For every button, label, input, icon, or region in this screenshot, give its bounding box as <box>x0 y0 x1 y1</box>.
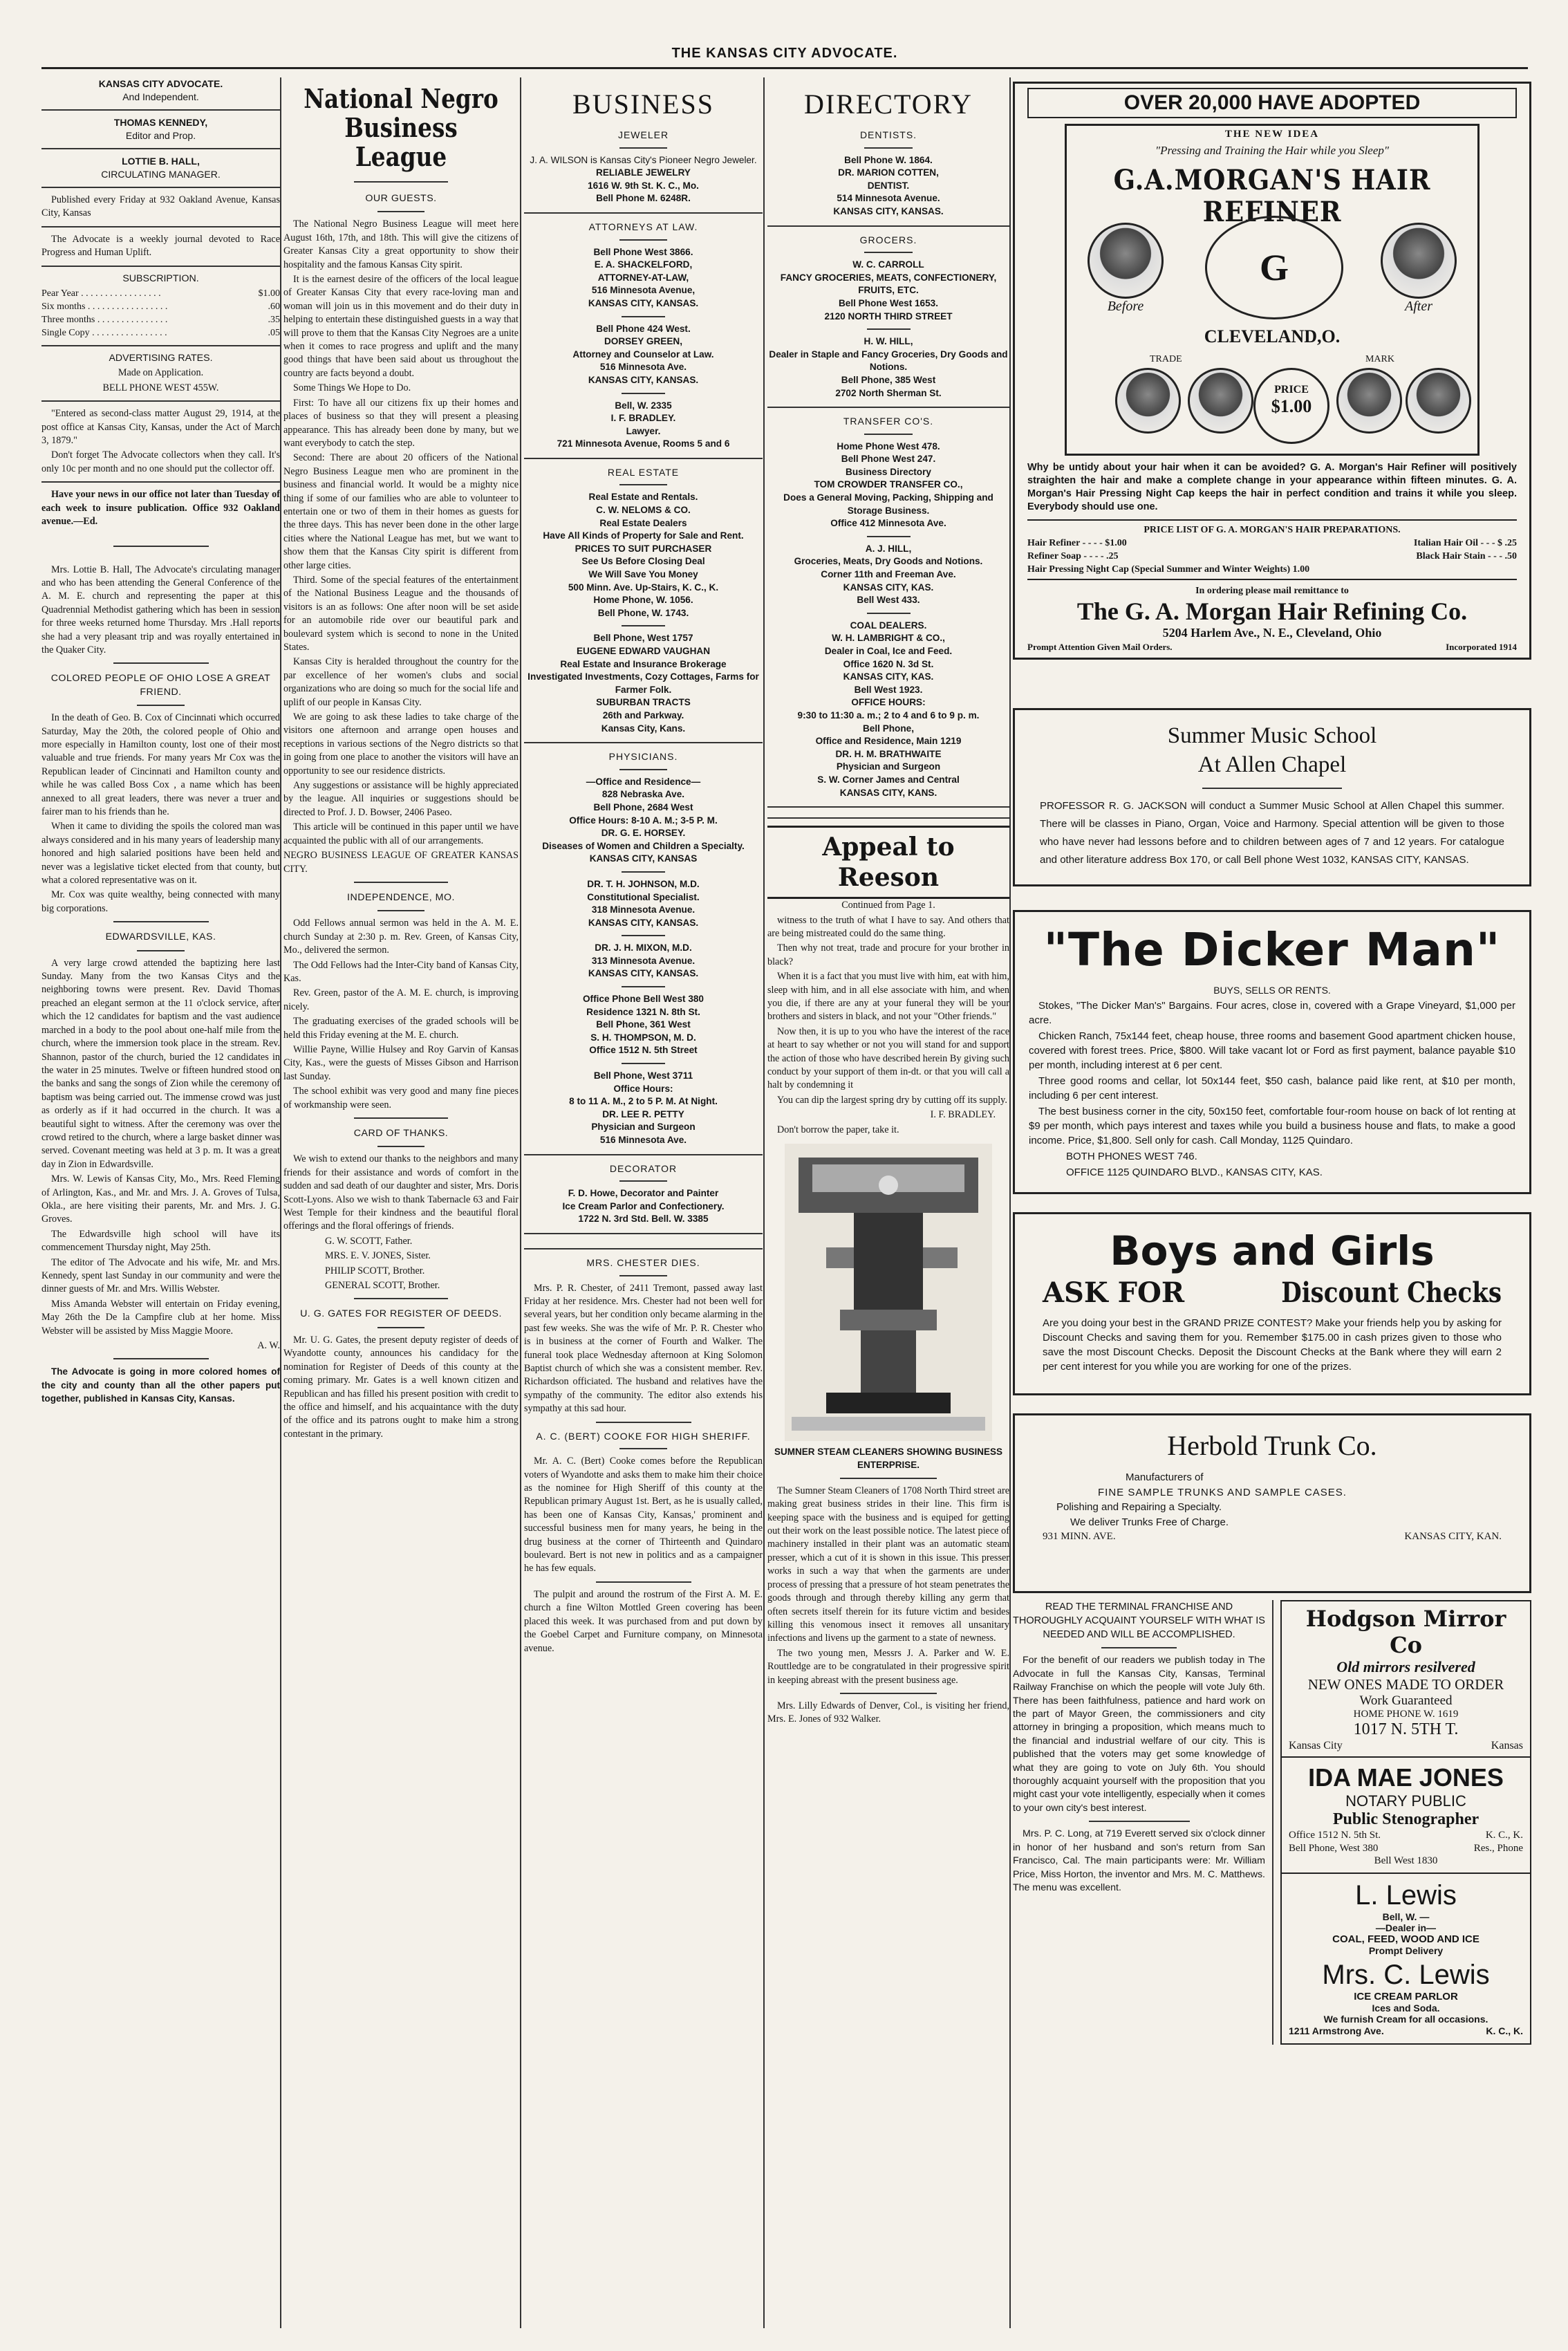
directory-entry-line: DORSEY GREEN, <box>604 336 683 347</box>
hodgson-state: Kansas <box>1491 1740 1523 1752</box>
directory-entry-line: Does a General Moving, Packing, Shipping and Storage Business. <box>783 492 993 516</box>
seal-slogan: "Pressing and Training the Hair while you Sleep" <box>1155 144 1390 157</box>
collector-notice: Don't forget The Advocate collectors when they call. It's only 10c per month and no one should put the collector off. <box>41 449 280 474</box>
small-ads <box>1280 1600 1531 2045</box>
mrs-lewis-line: Ices and Soda. <box>1372 2002 1440 2014</box>
directory-entry-line: KANSAS CITY, KANSAS. <box>588 297 699 308</box>
advertising-heading: ADVERTISING RATES. <box>109 353 213 364</box>
directory-entry-line: Lawyer. <box>626 425 661 436</box>
ohio-heading: COLORED PEOPLE OF OHIO LOSE A GREAT FRIEND. <box>50 673 271 698</box>
directory-section-heading: REAL ESTATE <box>607 466 680 478</box>
directory-entry-line: DR. MARION COTTEN, <box>838 167 939 178</box>
directory-entry-line: SUBURBAN TRACTS <box>596 697 691 708</box>
edwardsville-signature: A. W. <box>257 1340 280 1352</box>
directory-entry-line: Office Phone Bell West 380 <box>582 994 704 1005</box>
guests-paragraph: Kansas City is heralded throughout the country for the par excellence of her women's clubs and social organizations who are doing so much for the social life and uplift of our people in Kansas City. <box>283 656 519 708</box>
terminal-franchise-article <box>1013 1600 1265 2045</box>
directory-entry-line: S. W. Corner James and Central <box>817 774 960 785</box>
summer-music-ad <box>1013 708 1531 886</box>
directory-entry-line: S. H. THOMPSON, M. D. <box>590 1032 696 1043</box>
edwardsville-heading: EDWARDSVILLE, KAS. <box>105 931 216 943</box>
directory-sections <box>767 129 1009 808</box>
directory-entry-line: KANSAS CITY, KAS. <box>843 582 934 593</box>
directory-entry-line: Diseases of Women and Children a Specialty. <box>542 840 745 851</box>
directory-entry-line: KANSAS CITY, KANSAS. <box>833 205 944 216</box>
guests-paragraph: Some Things We Hope to Do. <box>293 382 411 394</box>
directory-entry-line: Office and Residence, Main 1219 <box>815 736 962 747</box>
mrs-lewis-line: We furnish Cream for all occasions. <box>1323 2014 1488 2025</box>
ida-line: NOTARY PUBLIC <box>1345 1792 1466 1810</box>
independence-paragraph: Odd Fellows annual sermon was held in the A. M. E. church Sunday at 2:30 p. m. Rev. Green, of Kansas City, Mo., delivered the sermon. <box>283 918 519 956</box>
hair-refiner-seal <box>1065 124 1480 456</box>
herbold-city: KANSAS CITY, KAN. <box>1404 1531 1502 1543</box>
masthead: THE KANSAS CITY ADVOCATE. <box>41 46 1528 69</box>
directory-entry-line: Office 412 Minnesota Ave. <box>830 518 946 529</box>
independence-paragraph: The graduating exercises of the graded schools will be held this Friday evening at the M. E. church. <box>283 1016 519 1041</box>
directory-entry-line: 8 to 11 A. M., 2 to 5 P. M. At Night. <box>569 1096 718 1107</box>
directory-entry-line: 516 Minnesota Ave. <box>599 362 687 373</box>
lewis-line: COAL, FEED, WOOD AND ICE <box>1332 1933 1480 1946</box>
directory-entry-line: DR. G. E. HORSEY. <box>601 828 686 839</box>
card-signature: G. W. SCOTT, Father. <box>325 1235 413 1247</box>
ida-office-city: K. C., K. <box>1485 1830 1523 1841</box>
league-title: National Negro <box>304 83 498 114</box>
ohio-paragraph: When it came to dividing the spoils the colored man was always considered and in his many years of leadership many honored and high salaried positions have been held and never was a legislative ticket elected from that county, but what a colored representative was on it. <box>41 821 280 886</box>
directory-section-heading: DECORATOR <box>609 1162 678 1174</box>
directory-entry-line: W. C. CARROLL <box>852 259 924 270</box>
edwardsville-paragraph: The Edwardsville high school will have its commencement Thursday night, May 25th. <box>41 1228 280 1254</box>
paper-name: KANSAS CITY ADVOCATE. <box>98 78 223 89</box>
steam-presser-photo <box>785 1144 992 1441</box>
seal-top: THE NEW IDEA <box>1224 129 1320 140</box>
appeal-paragraph: You can dip the largest spring dry by cutting off its supply. <box>777 1094 1007 1106</box>
appeal-paragraph: Now then, it is up to you who have the interest of the race at heart to say whether or not you will stand for and support the action of those who have described herein By giving such conduct by your support of them in-dt. or that you will call a halt by condemning it <box>767 1025 1009 1091</box>
directory-entry-line: Bell West 1923. <box>854 684 923 695</box>
appeal-paragraph: Then why not treat, trade and procure for your brother in black? <box>767 942 1009 967</box>
directory-entry-line: 1616 W. 9th St. K. C., Mo. <box>588 180 699 191</box>
guests-paragraph: The National Negro Business League will meet here August 16th, 17th, and 18th. This will give the citizens of Greater Kansas City a great opportunity to show their hospitality and the famous Kansas City spirit. <box>283 219 519 270</box>
independence-paragraph: The Odd Fellows had the Inter-City band of Kansas City, Kas. <box>283 959 519 984</box>
ida-line: Bell West 1830 <box>1374 1855 1438 1867</box>
ida-office: Office 1512 N. 5th St. <box>1289 1830 1381 1841</box>
directory-entry-line: Constitutional Specialist. <box>587 891 700 902</box>
lewis-line: —Dealer in— <box>1375 1922 1437 1934</box>
directory-entry-line: See Us Before Closing Deal <box>581 556 705 567</box>
directory-entry-line: I. F. BRADLEY. <box>610 413 676 424</box>
ida-res-phone: Res., Phone <box>1473 1843 1523 1855</box>
directory-title-left: BUSINESS <box>572 89 714 120</box>
directory-entry-line: Corner 11th and Freeman Ave. <box>821 569 956 580</box>
directory-section-heading: TRANSFER CO'S. <box>843 416 934 427</box>
hodgson-line: 1017 N. 5TH T. <box>1353 1720 1459 1739</box>
seal-mark: MARK <box>1365 354 1394 364</box>
directory-entry-line: Home Phone, W. 1056. <box>593 595 693 606</box>
directory-entry-line: DR. T. H. JOHNSON, M.D. <box>587 878 700 889</box>
directory-entry-line: KANSAS CITY, KANSAS <box>589 853 698 864</box>
ida-title: IDA MAE JONES <box>1308 1763 1504 1792</box>
appeal-paragraph: When it is a fact that you must live with him, eat with him, sleep with him, and in all else associate with him, and when you die, if there are any at your funeral they will be your brothers and sisters in black, and not your "Other friends." <box>767 971 1009 1023</box>
directory-entry-line: Bell Phone, West 3711 <box>593 1070 693 1081</box>
hodgson-line: NEW ONES MADE TO ORDER <box>1307 1676 1504 1693</box>
directory-entry-line: 1722 N. 3rd Std. Bell. W. 3385 <box>578 1214 709 1225</box>
ida-line: Public Stenographer <box>1332 1810 1480 1829</box>
directory-entry-line: A. J. HILL, <box>865 543 912 554</box>
card-signature: MRS. E. V. JONES, Sister. <box>325 1250 431 1262</box>
price-item: Hair Refiner - - - - $1.00 <box>1027 538 1127 548</box>
directory-entry-line: Attorney and Counselor at Law. <box>572 349 714 360</box>
directory-entry-line: Office 1512 N. 5th Street <box>589 1045 698 1056</box>
seal-before-label: Before <box>1107 299 1144 314</box>
boys-body: Are you doing your best in the GRAND PRIZE CONTEST? Make your friends help you by asking for Discount Checks and saving them for you. Remember $175.00 in cash prizes given to those who save the most Discount Checks. Deposit the Discount Checks at the Bank where they will earn 2 per cent interest for you while you are working for one of the prizes. <box>1043 1317 1502 1373</box>
directory-entry-line: KANSAS CITY, KANSAS. <box>588 374 699 385</box>
guests-paragraph: We are going to ask these ladies to take charge of the visitors one afternoon and arrange open houses and receptions in various sections of the Negro districts so that in going from one place to another the visitors will have an opportunity to see our residence districts. <box>283 712 519 777</box>
directory-entry-line: Bell Phone W. 1864. <box>844 154 933 165</box>
independence-heading: INDEPENDENCE, MO. <box>347 891 455 903</box>
subscription-heading: SUBSCRIPTION. <box>122 272 199 284</box>
directory-entry-line: J. A. WILSON is Kansas City's Pioneer Negro Jeweler. <box>530 154 757 165</box>
cooke-paragraph: Mr. A. C. (Bert) Cooke comes before the Republican voters of Wyandotte and asks them to make him their choice as the nominee for High Sheriff of this county at the Republican primary August 1st. Bert, as he is usually called, has been one of Kansas City, Kansas,' prominent and successful business men for many years, he being in the drug business at the corner of Thirteenth and Quindaro boulevard. Bert is not new in politics and as a campaigner he has few equals. <box>524 1456 763 1574</box>
directory-entry-line: 516 Minnesota Avenue, <box>591 285 696 296</box>
directory-entry-line: Office Hours: 8-10 A. M.; 3-5 P. M. <box>569 815 718 826</box>
monogram-icon: G <box>1205 216 1343 319</box>
edwards-visit: Mrs. Lilly Edwards of Denver, Col., is visiting her friend, Mrs. E. Jones of 932 Walker. <box>767 1700 1009 1725</box>
advertising-made: Made on Application. <box>118 367 204 379</box>
directory-section-heading: GROCERS. <box>859 234 917 245</box>
mrs-lewis-title: Mrs. C. Lewis <box>1322 1960 1490 1991</box>
directory-entry-line: 2702 North Sherman St. <box>835 387 942 398</box>
hodgson-line: Work Guaranteed <box>1359 1693 1453 1709</box>
directory-entry-line: DR. LEE R. PETTY <box>602 1108 684 1119</box>
price-badge <box>1253 368 1329 444</box>
directory-entry-line: Bell Phone, West 1757 <box>593 633 693 644</box>
directory-entry-line: Kansas City, Kans. <box>601 723 686 734</box>
card-signature: GENERAL SCOTT, Brother. <box>325 1280 440 1292</box>
card-of-thanks-paragraph: We wish to extend our thanks to the neighbors and many friends for their assistance and words of comfort in the sudden and sad death of our daughter and sister, Mrs. Doris Scott-Lyons. Also we wish to thank Tabernacle 63 and Fair West Temple for their kindness and the beautiful floral offerings and the floral offerings of friends. <box>283 1153 519 1232</box>
chester-paragraph: Mrs. P. R. Chester, of 2411 Tremont, passed away last Friday at her residence. Mrs. Chester had not been well for several years, but her condition only became alarming in the past few weeks. She was the wife of Mr. P. R. Chester who is in business at the corner of Fourth and Walker. The funeral took place Wednesday afternoon at King Solomon Baptist church of which she was a consistent member. Rev. Richardson officiated. The husband and relatives have the sympathy of the community. The editor also extends his sympathy at this sad hour. <box>524 1282 763 1415</box>
directory-entry-line: Dealer in Coal, Ice and Feed. <box>824 646 953 656</box>
directory-entry-line: 2120 NORTH THIRD STREET <box>824 310 953 322</box>
hodgson-line: Old mirrors resilvered <box>1336 1658 1475 1676</box>
directory-entry-line: Physician and Surgeon <box>591 1122 696 1133</box>
price-item: Italian Hair Oil - - - $ .25 <box>1413 538 1517 548</box>
sumner-paragraph: The Sumner Steam Cleaners of 1708 North Third street are making great business strides in their line. This firm is keeping space with the business and is equiped for getting out their work on the least possible notice. The latest piece of machinery installed in their plant was an automatic steam presser, which a cut of it is shown in this issue. This presser works in such a way that when the garments are under process of pressing that a pressure of hot steam penetrates the goods through and through thereby killing any germ that often secrets itself therein for its future victim and besides killing this venomous insect it removes all unsanitary infections and livens up the garment to a state of newness. <box>767 1485 1009 1644</box>
entered-notice: "Entered as second-class matter August 29, 1914, at the post office at Kansas City, Kansas, under the Act of March 3, 1879." <box>41 408 280 447</box>
column-rule <box>1009 77 1011 2328</box>
hodgson-city: Kansas City <box>1289 1740 1343 1752</box>
directory-entry-line: Business Directory <box>846 466 931 477</box>
subscription-table <box>41 287 280 340</box>
column-4 <box>767 77 1009 2332</box>
news-notice: Have your news in our office not later than Tuesday of each week to insure publication. Office 932 Oakland avenue.—Ed. <box>41 489 280 528</box>
column-2 <box>283 77 519 2332</box>
price-list-heading: PRICE LIST OF G. A. MORGAN'S HAIR PREPARATIONS. <box>1144 525 1401 535</box>
directory-entry-line: Real Estate and Insurance Brokerage <box>560 658 727 669</box>
appeal-continued: Continued from Page 1. <box>841 900 935 911</box>
directory-entry-line: 313 Minnesota Avenue. <box>591 955 696 966</box>
directory-entry-line: Bell Phone, 361 West <box>596 1019 691 1030</box>
morgan-incorporated: Incorporated 1914 <box>1446 642 1517 652</box>
directory-entry-line: KANSAS CITY, KANSAS. <box>588 968 699 979</box>
morgan-address: 5204 Harlem Ave., N. E., Cleveland, Ohio <box>1162 626 1382 640</box>
price-item: Hair Pressing Night Cap (Special Summer and Winter Weights) 1.00 <box>1027 564 1310 575</box>
herbold-line: Manufacturers of <box>1126 1471 1204 1484</box>
directory-entry-line: Dealer in Staple and Fancy Groceries, Dry Goods and Notions. <box>769 349 1008 373</box>
directory-entry-line: KANSAS CITY, KANSAS. <box>588 917 699 928</box>
column-rule <box>520 77 521 2328</box>
herbold-address: 931 MINN. AVE. <box>1043 1531 1116 1543</box>
morgan-description: Why be untidy about your hair when it can be avoided? G. A. Morgan's Hair Refiner will positively straighten the hair and make a complete change in your appearance within fifteen minutes. G. A. Morgan's Hair Pressing Night Cap keeps the hair in perfect condition and trains it while you sleep. Everybody should use one. <box>1027 462 1517 512</box>
card-signature: PHILIP SCOTT, Brother. <box>325 1265 425 1276</box>
boys-title: Boys and Girls <box>1110 1227 1435 1275</box>
directory-entry-line: Investigated Investments, Cozy Cottages, Farms for Farmer Folk. <box>528 671 759 695</box>
guests-paragraph: First: To have all our citizens fix up their homes and places of business so that they will present a pleasing appearance. This has already been done by many, but we want everybody to catch the step. <box>283 397 519 449</box>
directory-sections <box>524 129 763 1234</box>
dicker-subtitle: BUYS, SELLS OR RENTS. <box>1213 985 1331 996</box>
directory-entry-line: 500 Minn. Ave. Up-Stairs, K. C., K. <box>568 582 719 593</box>
directory-entry-line: Office 1620 N. 3d St. <box>843 658 934 669</box>
ohio-paragraph: In the death of Geo. B. Cox of Cincinnati which occurred Saturday, May the 20th, the colored people of Ohio and more especially in Hamilton county, lost one of their most valuable and true friends. For many years Mr Cox was the Republican leader of Cincinnati and Hamilton county and while he was called Boss Cox , a name which has been annexed to all great leaders, there was never a truer and fairer man to his friends than he. <box>41 712 280 817</box>
herbold-line: We deliver Trunks Free of Charge. <box>1070 1516 1229 1528</box>
directory-entry-line: DR. J. H. MIXON, M.D. <box>595 942 692 954</box>
morgan-prompt: Prompt Attention Given Mail Orders. <box>1027 642 1173 652</box>
directory-entry-line: H. W. HILL, <box>864 336 913 347</box>
dicker-title: "The Dicker Man" <box>1043 923 1501 976</box>
terminal-paragraph: For the benefit of our readers we publish today in The Advocate in full the Kansas City, Kansas, Terminal Railway Franchise on which the people will vote July 6th. There has been faithfulness, patience and hard work on the part of Mayor Green, the commissioners and city attorney in bringing a proposition, which means much to the financial and industrial welfare of our city. This is published that the voters may get some knowledge of what they are going to vote on July 6th. You should thoroughly acquaint yourself with the proposition that you might cast your vote intelligently, especially when it comes to your own city's best interest. <box>1013 1655 1265 1814</box>
boys-girls-ad <box>1013 1212 1531 1395</box>
herbold-line: FINE SAMPLE TRUNKS AND SAMPLE CASES. <box>1098 1486 1347 1498</box>
ohio-paragraph: Mr. Cox was quite wealthy, being connected with many big corporations. <box>41 889 280 914</box>
directory-entry-line: Real Estate and Rentals. <box>588 492 698 503</box>
ask-for-label: ASK FOR <box>1043 1276 1185 1310</box>
column-5-ads <box>1013 77 1531 2332</box>
morgan-company: The G. A. Morgan Hair Refining Co. <box>1076 597 1468 625</box>
appeal-heading: Appeal to Reeson <box>822 833 955 893</box>
directory-entry-line: DENTIST. <box>867 180 910 191</box>
ida-mae-jones-ad <box>1280 1758 1531 1874</box>
directory-entry-line: Residence 1321 N. 8th St. <box>586 1006 700 1017</box>
directory-entry-line: TOM CROWDER TRANSFER CO., <box>814 479 963 490</box>
subscription-row: Single Copy . . . . . . . . . . . . . . . . .05 <box>41 328 280 339</box>
guests-paragraph: Any suggestions or assistance will be highly appreciated by the league. All inquiries or suggestions should be directed to Prof. J. D. Bowser, 2406 Paseo. <box>283 780 519 818</box>
directory-entry-line: E. A. SHACKELFORD, <box>594 259 693 270</box>
directory-entry-line: PRICES TO SUIT PURCHASER <box>575 543 712 554</box>
league-title: Business League <box>344 112 458 172</box>
directory-section-heading: DENTISTS. <box>859 129 917 140</box>
circulation-notice: The Advocate is going in more colored homes of the city and county than all the other papers put together, published in Kansas City, Kansas. <box>41 1366 280 1404</box>
independence-paragraph: Willie Payne, Willie Hulsey and Roy Garvin of Kansas City, Kas., were the guests of Misses Gibson and Harrison last Sunday. <box>283 1043 519 1082</box>
directory-entry-line: 721 Minnesota Avenue, Rooms 5 and 6 <box>557 438 730 449</box>
seal-city: CLEVELAND,O. <box>1204 326 1341 346</box>
directory-section-heading: ATTORNEYS AT LAW. <box>588 221 698 232</box>
appeal-signature: I. F. BRADLEY. <box>930 1109 996 1121</box>
price-item: Black Hair Stain - - - .50 <box>1416 551 1517 561</box>
directory-entry-line: RELIABLE JEWELRY <box>596 167 691 178</box>
photo-caption: SUMNER STEAM CLEANERS SHOWING BUSINESS ENTERPRISE. <box>774 1447 1003 1471</box>
directory-entry-line: OFFICE HOURS: <box>851 697 926 708</box>
directory-entry-line: Home Phone West 478. <box>837 440 940 452</box>
directory-entry-line: Real Estate Dealers <box>599 517 687 528</box>
paper-subtitle: And Independent. <box>122 91 199 102</box>
advertising-phone: BELL PHONE WEST 455W. <box>102 382 219 393</box>
mrs-lewis-city: K. C., K. <box>1486 2025 1523 2037</box>
portrait-icon <box>1188 368 1253 434</box>
directory-entry-line: 828 Nebraska Ave. <box>601 789 685 800</box>
directory-entry-line: C. W. NELOMS & CO. <box>596 505 691 516</box>
editor-title: Editor and Prop. <box>125 130 196 141</box>
terminal-heading: READ THE TERMINAL FRANCHISE AND THOROUGHLY ACQUAINT YOURSELF WITH WHAT IS NEEDED AND WILL BE ACCOMPLISHED. <box>1013 1601 1265 1641</box>
summer-body: PROFESSOR R. G. JACKSON will conduct a Summer Music School at Allen Chapel this summer. There will be classes in Piano, Organ, Voice and Harmony. Special attention will be given to those who have never had lessons before and to children between ages of 7 and 12 years. For catalogue and other literature address Box 170, or call Bell phone West 1032, KANSAS CITY, KANSAS. <box>1040 800 1504 866</box>
directory-entry-line: DR. H. M. BRATHWAITE <box>835 748 942 759</box>
editor-name: THOMAS KENNEDY, <box>113 117 208 128</box>
morgan-hair-ad <box>1013 82 1531 660</box>
directory-entry-line: Bell Phone, <box>862 723 915 734</box>
directory-entry-line: KANSAS CITY, KAS. <box>843 671 934 682</box>
appeal-footer: Don't borrow the paper, take it. <box>777 1124 899 1135</box>
guests-heading: OUR GUESTS. <box>365 193 437 204</box>
guests-signature: NEGRO BUSINESS LEAGUE OF GREATER KANSAS CITY. <box>283 850 519 875</box>
directory-entry-line: 514 Minnesota Avenue. <box>837 193 940 204</box>
guests-paragraph: It is the earnest desire of the officers of the local league of Greater Kansas City that every race-loving man and woman will join us in this movement and do their duty in helping to entertain these distinguished guests in a way that will prove to them that the Kansas City Negroes are a unite when it comes to race progress and uplift and the many good things that have been said about us throughout the country are facts beyond a doubt. <box>283 274 519 379</box>
lewis-line: Bell, W. — <box>1382 1911 1430 1923</box>
directory-entry-line: —Office and Residence— <box>586 776 701 787</box>
independence-paragraph: The school exhibit was very good and many fine pieces of workmanship were seen. <box>283 1086 519 1111</box>
remit-notice: In ordering please mail remittance to <box>1195 586 1349 596</box>
column-rule <box>280 77 281 2328</box>
edwardsville-paragraph: Mrs. W. Lewis of Kansas City, Mo., Mrs. Reed Fleming of Arlington, Kas., and Mr. and Mrs. J. A. Groves of Tulsa, Okla., are here visiting their parents, Mr. and Mrs. J. G. Groves. <box>41 1173 280 1225</box>
herbold-trunk-ad <box>1013 1413 1531 1593</box>
column-3-directory <box>524 77 763 2332</box>
directory-entry-line: Bell Phone West 247. <box>841 454 936 465</box>
directory-section-heading: JEWELER <box>617 129 669 140</box>
hodgson-ad <box>1280 1600 1531 1758</box>
directory-entry-line: We Will Save You Money <box>588 569 698 580</box>
portrait-icon <box>1115 368 1181 434</box>
directory-entry-line: Bell West 433. <box>857 595 920 606</box>
ida-phone: Bell Phone, West 380 <box>1289 1843 1379 1855</box>
directory-entry-line: F. D. Howe, Decorator and Painter <box>568 1188 719 1199</box>
portrait-icon <box>1336 368 1402 434</box>
herbold-line: Polishing and Repairing a Specialty. <box>1056 1501 1222 1514</box>
directory-entry-line: Bell, W. 2335 <box>615 400 672 411</box>
seal-name: G.A.MORGAN'S HAIR REFINER <box>1113 164 1431 228</box>
purpose-notice: The Advocate is a weekly journal devoted to Race Progress and Human Uplift. <box>41 233 280 259</box>
hodgson-line: HOME PHONE W. 1619 <box>1353 1709 1459 1720</box>
lewis-title: L. Lewis <box>1355 1880 1457 1911</box>
directory-section-heading: PHYSICIANS. <box>608 751 678 763</box>
directory-entry-line: EUGENE EDWARD VAUGHAN <box>576 646 711 656</box>
before-portrait <box>1088 223 1164 299</box>
long-dinner-paragraph: Mrs. P. C. Long, at 719 Everett served six o'clock dinner in honor of her husband and son's return from San Francisco, Cal. The main participants were: Mr. William Price, Miss Horton, the inventor and Mrs. M. C. Matthews. The menu was excellent. <box>1013 1828 1265 1893</box>
directory-entry-line: Bell Phone 424 West. <box>596 323 691 334</box>
directory-entry-line: KANSAS CITY, KANS. <box>839 787 937 798</box>
directory-entry-line: ATTORNEY-AT-LAW, <box>597 272 689 283</box>
cooke-heading: A. C. (BERT) COOKE FOR HIGH SHERIFF. <box>536 1430 751 1442</box>
price-badge-amount: $1.00 <box>1271 396 1312 416</box>
summer-title: At Allen Chapel <box>1197 752 1347 777</box>
directory-entry-line: 318 Minnesota Avenue. <box>591 904 696 916</box>
hall-article: Mrs. Lottie B. Hall, The Advocate's circulating manager and who has been attending the General Conference of the A. M. E. church and representing the paper at this Quadrennial Methodist gathering which has been in session for three weeks returned home Thursday. Mrs .Hall reports she had a very pleasant trip and was royally entertained in the Quaker City. <box>41 564 280 656</box>
seal-after-label: After <box>1405 299 1432 314</box>
dicker-man-ad <box>1013 910 1531 1194</box>
directory-entry-line: 26th and Parkway. <box>602 709 684 721</box>
edwardsville-paragraph: Miss Amanda Webster will entertain on Friday evening, May 26th the De la Campfire club at her home. Miss Webster will be assisted by Miss Maggie Moore. <box>41 1298 280 1337</box>
dicker-paragraph: Three good rooms and cellar, lot 50x144 feet, $50 cash, balance paid like rent, at $10 per month, including 6 per cent interest. <box>1029 1075 1515 1102</box>
after-portrait <box>1381 223 1457 299</box>
directory-entry-line: Office Hours: <box>613 1083 673 1094</box>
directory-entry-line: COAL DEALERS. <box>850 620 927 631</box>
directory-entry-line: Bell Phone, W. 1743. <box>597 607 689 618</box>
manager-title: CIRCULATING MANAGER. <box>101 169 221 180</box>
dicker-paragraph: The best business corner in the city, 50x150 feet, comfortable four-room house on back of lot renting at $9 per month, which pays interest and taxes while you build a business house and flats, to make a good income. Price, $1,800. Sell only for cash. Call Monday, 1125 Quindaro. <box>1029 1106 1515 1147</box>
manager-name: LOTTIE B. HALL, <box>122 156 200 167</box>
dicker-office: OFFICE 1125 QUINDARO BLVD., KANSAS CITY, KAS. <box>1066 1167 1323 1179</box>
directory-entry-line: 9:30 to 11:30 a. m.; 2 to 4 and 6 to 9 p. m. <box>797 709 980 721</box>
directory-entry-line: Physician and Surgeon <box>836 761 941 772</box>
pulpit-paragraph: The pulpit and around the rostrum of the First A. M. E. church a fine Wilton Mottled Green covering has been placed this week. It was purchased from and put down by the Goebel Carpet and Furniture company, on Minnesota avenue. <box>524 1588 763 1654</box>
chester-heading: MRS. CHESTER DIES. <box>586 1256 700 1268</box>
mrs-lewis-line: ICE CREAM PARLOR <box>1354 1991 1458 2003</box>
directory-entry-line: Groceries, Meats, Dry Goods and Notions. <box>794 556 983 567</box>
price-item: Refiner Soap - - - - .25 <box>1027 551 1119 561</box>
discount-checks-label: Discount Checks <box>1281 1276 1502 1310</box>
directory-entry-line: Bell Phone West 3866. <box>593 246 693 257</box>
sumner-paragraph: The two young men, Messrs J. A. Parker and W. E. Routtledge are to be congratulated in their progressive spirit in keeping abreast with the present business age. <box>767 1647 1009 1686</box>
directory-entry-line: Bell Phone, 385 West <box>841 374 936 385</box>
gates-paragraph: Mr. U. G. Gates, the present deputy register of deeds of Wyandotte county, announces his candidacy for the nomination for Register of Deeds of this county at the coming primary. Mr. Gates is a well known citizen and Republican and has filled his present position with credit to the office and himself, and his acquaintance with the duty of the office and its patrons ought to make him a strong contestant in the primary. <box>283 1334 519 1440</box>
dicker-paragraph: Stokes, "The Dicker Man's" Bargains. Four acres, close in, covered with a Grape Vineyard, $1,000 per acre. <box>1029 1000 1515 1027</box>
directory-title-right: DIRECTORY <box>804 89 973 120</box>
directory-entry-line: Have All Kinds of Property for Sale and Rent. <box>543 530 744 541</box>
subscription-row: Three months . . . . . . . . . . . . . . . .35 <box>41 315 280 326</box>
hodgson-title: Hodgson Mirror Co <box>1305 1606 1506 1659</box>
edwardsville-paragraph: A very large crowd attended the baptizing here last Sunday. Many from the two Kansas Citys and the neighboring towns were present. Rev. David Thomas preached an elegant sermon at the 11 o'clock service, after which the 12 candidates for baptism and the vast audience marched in a body to the pool about one-half mile from the church, where the immersion took place in the stream. Rev. Shannon, pastor of the church, buried the 12 candidates in the water in 25 minutes. Twelve or fifteen hundred stood on the banks and sang the songs of Zion while the ceremony of baptism was being carried out. The immense crowd was just as orderly as if it had occurred in the church. It was a beautiful sight to witness. After the ceremony was over the crowd retired to the church, where a large basket dinner was served. Covenant meeting was held at 3 p. m. It was a great day in Zion in Edwardsville. <box>41 957 280 1170</box>
column-rule <box>763 77 765 2328</box>
dicker-phones: BOTH PHONES WEST 746. <box>1066 1151 1197 1163</box>
directory-entry-line: FANCY GROCERIES, MEATS, CONFECTIONERY, FRUITS, ETC. <box>780 272 997 296</box>
directory-entry-line: Ice Cream Parlor and Confectionery. <box>562 1200 725 1211</box>
lewis-line: Prompt Delivery <box>1368 1945 1444 1957</box>
gates-heading: U. G. GATES FOR REGISTER OF DEEDS. <box>300 1308 502 1320</box>
directory-entry-line: Bell Phone M. 6248R. <box>596 193 691 204</box>
portrait-icon <box>1406 368 1471 434</box>
mrs-lewis-address: 1211 Armstrong Ave. <box>1289 2025 1384 2037</box>
card-of-thanks-heading: CARD OF THANKS. <box>353 1128 449 1139</box>
price-badge-label: PRICE <box>1274 384 1309 396</box>
directory-entry-line: W. H. LAMBRIGHT & CO., <box>832 633 945 644</box>
adopted-banner: OVER 20,000 HAVE ADOPTED <box>1027 88 1517 118</box>
guests-paragraph: Third. Some of the special features of the entertainment of the National Business League and the thousands of visitors is an as follows: One after noon will be set aside for an automobile ride over our beautiful park and boulevard system which is second to none in the United States. <box>283 574 519 653</box>
guests-paragraph: Second: There are about 20 officers of the National Negro Business League men who are prominent in the business and financial world. It would be a mighty nice thing if some of our families who are able to volunteer to entertain one or two of them in their homes as guests for the three days. This has never been done in the other large cities where the National League has met, but we want to show them that the Kansas City spirit is different from other large cities. <box>283 452 519 571</box>
summer-title: Summer Music School <box>1167 723 1377 748</box>
lewis-ad <box>1280 1874 1531 2045</box>
herbold-title: Herbold Trunk Co. <box>1167 1430 1377 1462</box>
edwardsville-paragraph: The editor of The Advocate and his wife, Mr. and Mrs. Kennedy, spent last Sunday in our community and were the dinner guests of Mr. and Mrs. Willis Webster. <box>41 1256 280 1295</box>
independence-paragraph: Rev. Green, pastor of the A. M. E. church, is improving nicely. <box>283 987 519 1012</box>
subscription-row: Pear Year . . . . . . . . . . . . . . . . . $1.00 <box>41 288 280 299</box>
directory-entry-line: 516 Minnesota Ave. <box>599 1135 687 1145</box>
seal-trade: TRADE <box>1150 354 1182 364</box>
published-notice: Published every Friday at 932 Oakland Avenue, Kansas City, Kansas <box>41 194 280 219</box>
directory-entry-line: Bell Phone, 2684 West <box>593 801 693 812</box>
subscription-row: Six months . . . . . . . . . . . . . . . . . .60 <box>41 301 280 313</box>
guests-paragraph: This article will be continued in this paper until we have acquainted the public with all of our arrangements. <box>283 821 519 846</box>
directory-entry-line: Bell Phone West 1653. <box>838 297 939 308</box>
dicker-paragraph: Chicken Ranch, 75x144 feet, cheap house, three rooms and basement Good apartment chicken house, covered with forest trees. Price, $800. Will take vacant lot or Ford as first payment, balance payable $10 per month, including interest at 6 per cent. <box>1029 1030 1515 1072</box>
appeal-paragraph: witness to the truth of what I have to say. And others that are being mistreated could do the same thing. <box>767 914 1009 939</box>
column-1 <box>41 77 280 2332</box>
